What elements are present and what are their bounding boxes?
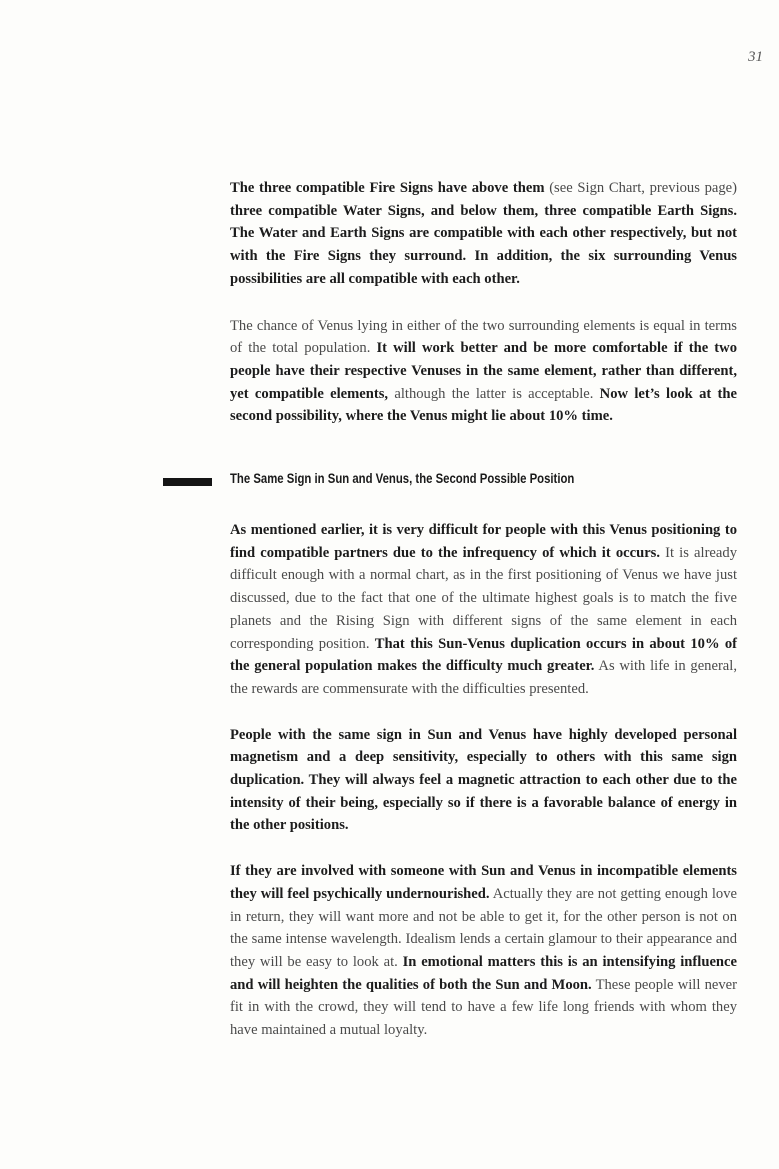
paragraph-3: [230, 519, 737, 701]
bold-text-run: That this Sun-Venus duplication occurs in about 10% of the general population makes the difficulty much greater.: [230, 635, 737, 675]
bold-text-run: The three compatible Fire Signs have above them: [230, 180, 545, 196]
bold-text-run: In emotional matters this is an intensifying influence and will heighten the qualities of both the Sun and Moon.: [230, 953, 737, 993]
heading-marker-bar: [163, 478, 212, 486]
text-run: Actually they are not getting enough love in return, they will want more and not be able to get it, for the other person is not on the same intense wavelength. Idealism lends a certain glamour to their appearance and they will be easy to look at.: [230, 885, 737, 970]
text-run: The chance of Venus lying in either of the two surrounding elements is equal in terms of the total population.: [230, 317, 737, 357]
section-heading: The Same Sign in Sun and Venus, the Second Possible Position: [230, 471, 575, 488]
bold-text-run: three compatible Water Signs, and below them, three compatible Earth Signs. The Water and Earth Signs are compatible with each other respectively, but not with the Fire Signs they surround. In addition, the six surrounding Venus possibilities are all compatible with each other.: [230, 202, 737, 287]
bold-text-run: As mentioned earlier, it is very difficult for people with this Venus positioning to find compatible partners due to the infrequency of which it occurs.: [230, 522, 737, 561]
bold-text-run: It will work better and be more comfortable if the two people have their respective Venuses in the same element, rather than different, yet compatible elements,: [230, 340, 737, 402]
paragraph-5: [230, 860, 737, 1042]
main-content: [230, 177, 737, 1042]
bold-text-run: If they are involved with someone with Sun and Venus in incompatible elements they will feel psychically undernourished.: [230, 863, 737, 902]
bold-text-run: People with the same sign in Sun and Venus have highly developed personal magnetism and a deep sensitivity, especially to others with this same sign duplication. They will always feel a magnetic attraction to each other due to the intensity of their being, especially so if there is a favorable balance of energy in the other positions.: [230, 726, 737, 834]
paragraph-1: [230, 177, 737, 291]
text-run: although the latter is acceptable.: [388, 385, 600, 402]
bold-text-run: Now let’s look at the second possibility, where the Venus might lie about 10% time.: [230, 385, 737, 425]
section-heading-block: [230, 473, 737, 495]
paragraph-4: [230, 724, 737, 838]
page-number: 31: [748, 49, 763, 65]
text-run: (see Sign Chart, previous page): [544, 180, 737, 196]
paragraph-2: [230, 315, 737, 429]
text-run: It is already difficult enough with a normal chart, as in the first positioning of Venus we have just discussed, due to the fact that one of the ultimate highest goals is to match the five planets and the Rising Sign with different signs of the same element in each corresponding position.: [230, 544, 737, 652]
text-run: These people will never fit in with the crowd, they will tend to have a few life long friends with whom they have maintained a mutual loyalty.: [230, 976, 737, 1039]
text-run: As with life in general, the rewards are commensurate with the difficulties presented.: [230, 658, 737, 697]
